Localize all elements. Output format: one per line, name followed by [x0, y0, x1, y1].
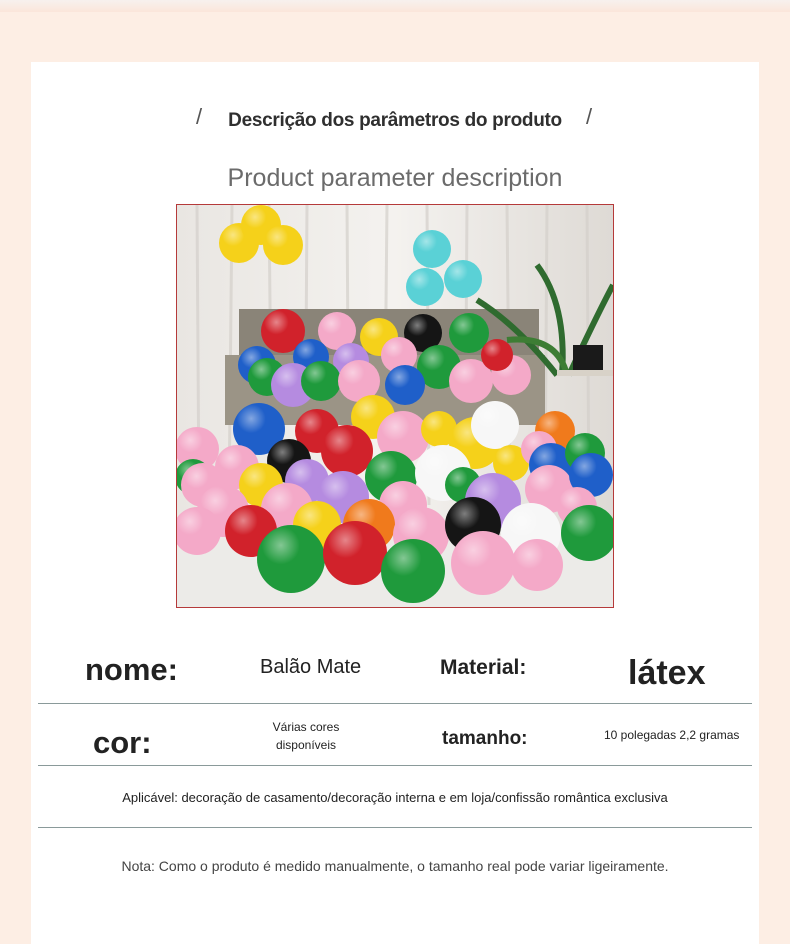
balloon-shine	[406, 268, 444, 306]
balloon-shine	[481, 339, 513, 371]
cor-label: cor:	[93, 725, 152, 760]
nome-label: nome:	[85, 652, 178, 687]
balloon-shine	[471, 401, 519, 449]
balloon-shine	[449, 313, 489, 353]
page-subtitle: Product parameter description	[227, 164, 563, 192]
material-label: Material:	[440, 656, 527, 679]
nota-text: Nota: Como o produto é medido manualmente, o tamanho real pode variar ligeiramente.	[121, 858, 669, 874]
aplicavel-text: Aplicável: decoração de casamento/decoração interna e em loja/confissão romântica exclusiva	[122, 790, 668, 805]
tamanho-label: tamanho:	[442, 728, 528, 749]
balloon-shine	[321, 425, 373, 477]
title-slash-right: /	[586, 104, 593, 129]
product-photo	[176, 204, 614, 608]
balloon-shine	[511, 539, 563, 591]
balloon-shine	[444, 260, 482, 298]
cor-value	[258, 718, 354, 754]
page-title: Descrição dos parâmetros do produto	[228, 110, 562, 131]
nome-value: Balão Mate	[260, 656, 362, 678]
divider	[38, 765, 752, 766]
divider	[38, 827, 752, 828]
balloon-shine	[323, 521, 387, 585]
balloon-shine	[451, 531, 515, 595]
balloon-shine	[385, 365, 425, 405]
balloon-shine	[257, 525, 325, 593]
balloons-photo	[177, 205, 613, 607]
material-value: látex	[628, 654, 706, 692]
tamanho-value: 10 polegadas 2,2 gramas	[604, 728, 740, 742]
top-strip	[0, 0, 790, 12]
title-slash-left: /	[196, 104, 203, 129]
divider	[38, 703, 752, 704]
cor-value-line2: disponíveis	[275, 738, 337, 752]
cor-value-line1: Várias cores	[272, 720, 340, 734]
balloon-shine	[263, 225, 303, 265]
balloon-shine	[413, 230, 451, 268]
balloon-shine	[381, 539, 445, 603]
balloon-shine	[301, 361, 341, 401]
